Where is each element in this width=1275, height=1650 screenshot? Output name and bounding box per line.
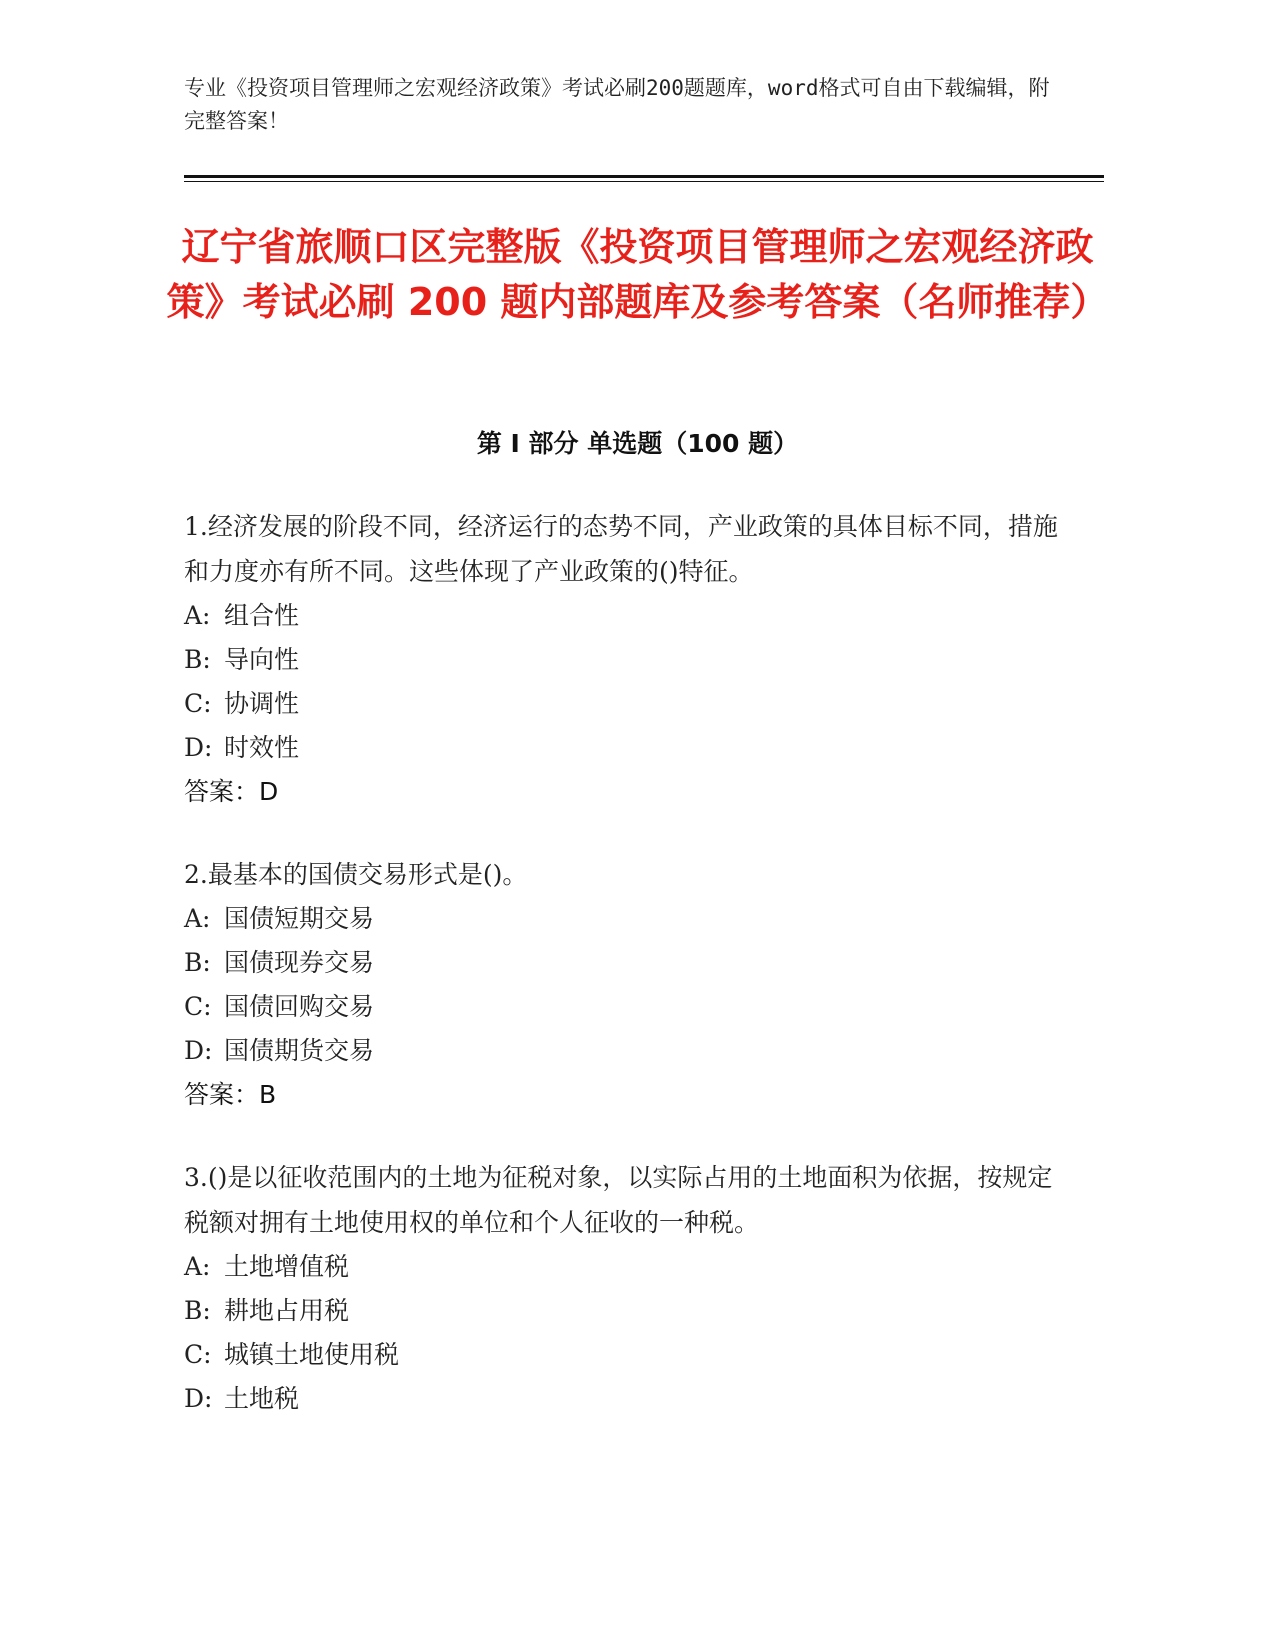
- option-text: 协调性: [224, 689, 300, 718]
- option-a: [184, 1245, 1064, 1289]
- option-text: 组合性: [224, 601, 300, 630]
- option-c: [184, 682, 1064, 726]
- option-d: [184, 726, 1064, 770]
- option-text: 导向性: [224, 645, 300, 674]
- question-list: [184, 504, 1064, 1459]
- option-letter: B:: [184, 1296, 211, 1325]
- section-title: 第 I 部分 单选题（100 题）: [476, 429, 799, 458]
- question-stem: 2.最基本的国债交易形式是()。: [184, 860, 528, 889]
- option-d: [184, 1377, 1064, 1421]
- option-letter: B:: [184, 645, 211, 674]
- answer-line: 答案：D: [184, 777, 279, 806]
- question-1: [184, 504, 1064, 814]
- option-text: 土地税: [224, 1384, 300, 1413]
- option-b: [184, 638, 1064, 682]
- option-letter: C:: [184, 1340, 212, 1369]
- option-a: [184, 594, 1064, 638]
- question-stem: 1.经济发展的阶段不同，经济运行的态势不同，产业政策的具体目标不同，措施和力度亦有所不同。这些体现了产业政策的()特征。: [184, 512, 1058, 586]
- option-letter: D:: [184, 733, 213, 762]
- option-letter: A:: [184, 601, 211, 630]
- option-letter: A:: [184, 904, 211, 933]
- option-letter: C:: [184, 689, 212, 718]
- option-text: 国债期货交易: [224, 1036, 375, 1065]
- option-letter: A:: [184, 1252, 211, 1281]
- option-text: 国债现券交易: [224, 948, 375, 977]
- question-2: [184, 852, 1064, 1117]
- option-b: [184, 1289, 1064, 1333]
- document-title: 辽宁省旅顺口区完整版《投资项目管理师之宏观经济政策》考试必刷 200 题内部题库及参考答案（名师推荐）: [166, 225, 1109, 324]
- option-text: 时效性: [224, 733, 300, 762]
- answer-line: 答案：B: [184, 1080, 277, 1109]
- option-letter: D:: [184, 1036, 213, 1065]
- option-d: [184, 1029, 1064, 1073]
- option-c: [184, 1333, 1064, 1377]
- header-note: 专业《投资项目管理师之宏观经济政策》考试必刷200题题库，word格式可自由下载编辑，附完整答案！: [184, 76, 1050, 133]
- header-rule-thin: [184, 181, 1104, 182]
- option-letter: B:: [184, 948, 211, 977]
- option-text: 城镇土地使用税: [224, 1340, 400, 1369]
- question-3: [184, 1155, 1064, 1421]
- option-letter: D:: [184, 1384, 213, 1413]
- question-stem: 3.()是以征收范围内的土地为征税对象，以实际占用的土地面积为依据，按规定税额对拥有土地使用权的单位和个人征收的一种税。: [184, 1163, 1053, 1237]
- option-text: 土地增值税: [224, 1252, 350, 1281]
- option-a: [184, 897, 1064, 941]
- header-rule-thick: [184, 175, 1104, 178]
- option-text: 国债回购交易: [224, 992, 375, 1021]
- option-b: [184, 941, 1064, 985]
- option-letter: C:: [184, 992, 212, 1021]
- option-text: 耕地占用税: [224, 1296, 350, 1325]
- option-c: [184, 985, 1064, 1029]
- option-text: 国债短期交易: [224, 904, 375, 933]
